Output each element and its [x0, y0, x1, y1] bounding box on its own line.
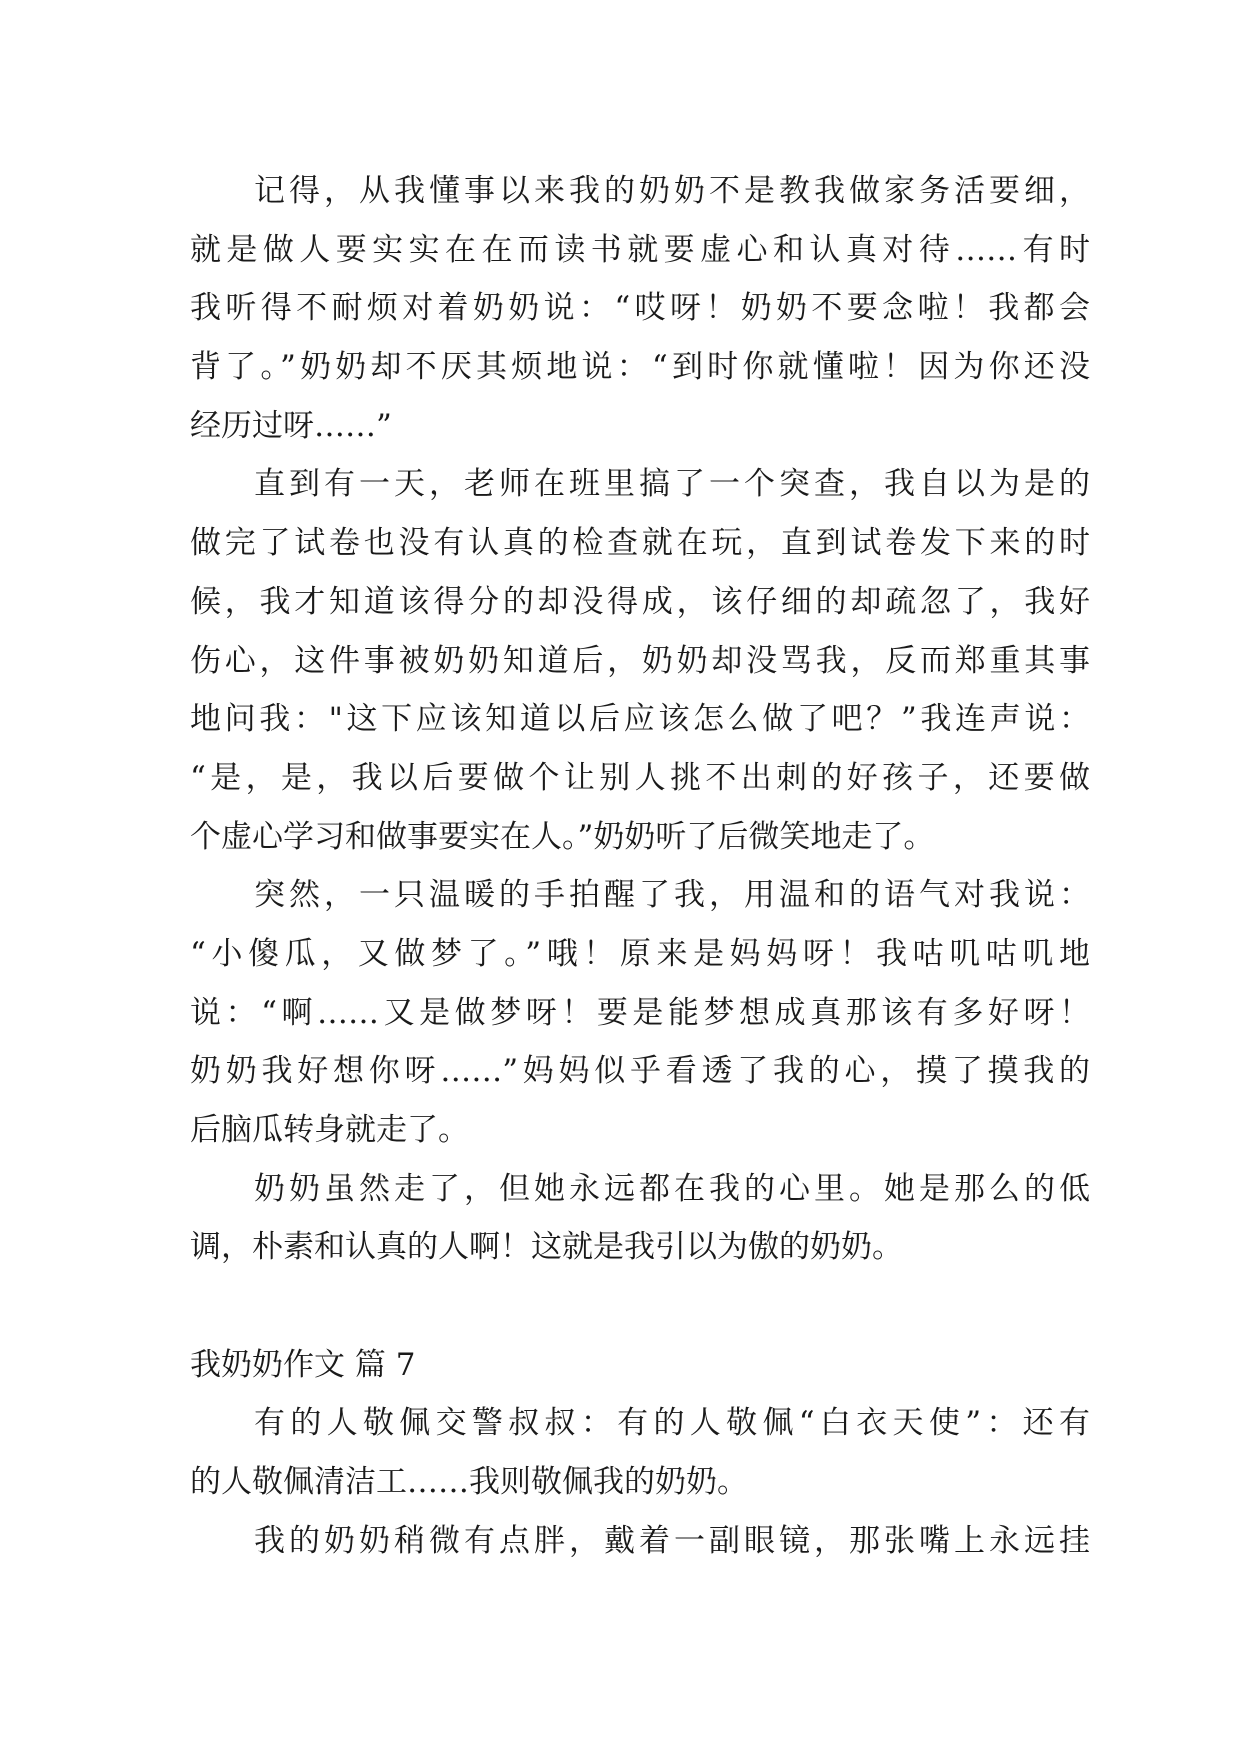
- text-line: 地问我："这下应该知道以后应该怎么做了吧？”我连声说：: [190, 701, 1090, 738]
- text-line: 候，我才知道该得分的却没得成，该仔细的却疏忽了，我好: [190, 583, 1090, 620]
- text-line: 的人敬佩清洁工……我则敬佩我的奶奶。: [190, 1464, 748, 1501]
- text-line: “小傻瓜，又做梦了。”哦！原来是妈妈呀！我咕叽咕叽地: [190, 935, 1090, 972]
- text-line: 就是做人要实实在在而读书就要虚心和认真对待……有时: [190, 231, 1090, 268]
- text-line: 突然，一只温暖的手拍醒了我，用温和的语气对我说：: [254, 877, 1090, 914]
- text-line: 调，朴素和认真的人啊！这就是我引以为傲的奶奶。: [190, 1229, 903, 1266]
- text-line: 我听得不耐烦对着奶奶说：“哎呀！奶奶不要念啦！我都会: [190, 290, 1090, 327]
- document-body: [190, 162, 1090, 1571]
- blank-line: [190, 1277, 1090, 1336]
- section-heading: 我奶奶作文 篇 7: [190, 1346, 416, 1383]
- text-line: 伤心，这件事被奶奶知道后，奶奶却没骂我，反而郑重其事: [190, 642, 1090, 679]
- paragraph: [190, 866, 1090, 1159]
- text-line: 说：“啊……又是做梦呀！要是能梦想成真那该有多好呀！: [190, 994, 1090, 1031]
- text-line: 后脑瓜转身就走了。: [190, 1112, 469, 1148]
- text-line: “是，是，我以后要做个让别人挑不出刺的好孩子，还要做: [190, 759, 1090, 796]
- text-line: 背了。”奶奶却不厌其烦地说：“到时你就懂啦！因为你还没: [190, 349, 1090, 386]
- text-line: 我的奶奶稍微有点胖，戴着一副眼镜，那张嘴上永远挂: [254, 1522, 1090, 1559]
- paragraph: [190, 162, 1090, 455]
- text-line: 经历过呀……”: [190, 407, 392, 444]
- text-line: 直到有一天，老师在班里搞了一个突查，我自以为是的: [254, 466, 1090, 503]
- text-line: 记得，从我懂事以来我的奶奶不是教我做家务活要细，: [254, 173, 1090, 209]
- text-line: 个虚心学习和做事要实在人。”奶奶听了后微笑地走了。: [190, 818, 935, 855]
- text-line: 有的人敬佩交警叔叔：有的人敬佩“白衣天使”：还有: [254, 1405, 1090, 1442]
- text-line: 奶奶虽然走了，但她永远都在我的心里。她是那么的低: [254, 1170, 1090, 1207]
- paragraph: [190, 1394, 1090, 1511]
- text-line: 奶奶我好想你呀……”妈妈似乎看透了我的心，摸了摸我的: [190, 1053, 1090, 1090]
- paragraph: [190, 1160, 1090, 1277]
- text-line: 做完了试卷也没有认真的检查就在玩，直到试卷发下来的时: [190, 525, 1090, 562]
- paragraph: [190, 455, 1090, 866]
- paragraph: [190, 1512, 1090, 1571]
